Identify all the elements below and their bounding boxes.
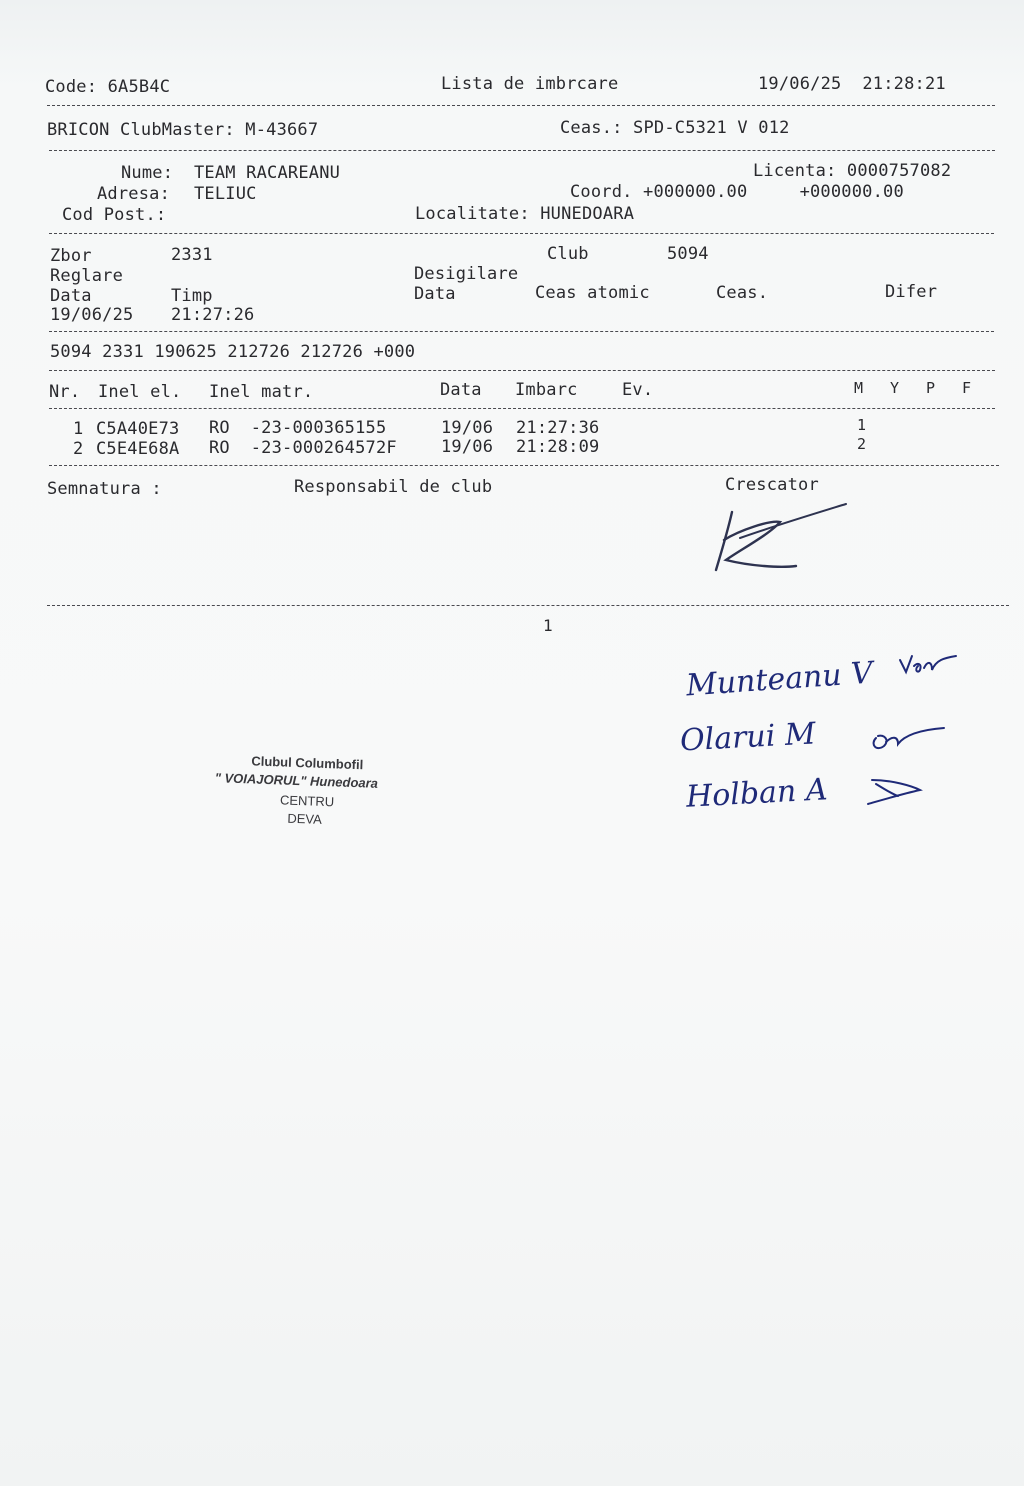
row-m: 2 bbox=[857, 435, 867, 453]
row-inel-matr: RO -23-000264572F bbox=[209, 438, 397, 458]
divider bbox=[47, 105, 995, 106]
coordinates: Coord. +000000.00 +000000.00 bbox=[570, 182, 904, 202]
col-nr: Nr. bbox=[49, 382, 81, 402]
license-number: Licenta: 0000757082 bbox=[753, 161, 952, 181]
row-imbarc: 21:27:36 bbox=[516, 418, 600, 438]
handwritten-name-3: Holban A bbox=[685, 772, 829, 815]
clock-label: Ceas. bbox=[716, 283, 769, 303]
reglare-date: 19/06/25 bbox=[50, 305, 134, 325]
desigilare-label: Desigilare bbox=[414, 264, 519, 284]
code-text: Code: 6A5B4C bbox=[45, 77, 171, 97]
col-p: P bbox=[926, 379, 936, 397]
club-responsible-label: Responsabil de club bbox=[294, 477, 493, 497]
atomic-clock-label: Ceas atomic bbox=[535, 283, 650, 303]
locality: Localitate: HUNEDOARA bbox=[415, 204, 635, 224]
page-number: 1 bbox=[543, 616, 553, 635]
handwritten-initials-2 bbox=[868, 722, 948, 752]
breeder-signature bbox=[700, 500, 860, 580]
col-y: Y bbox=[890, 379, 900, 397]
data2-label: Data bbox=[414, 284, 456, 304]
row-nr: 2 bbox=[73, 439, 84, 459]
divider bbox=[47, 605, 1009, 606]
handwritten-name-1: Munteanu V bbox=[685, 655, 874, 704]
col-data: Data bbox=[440, 380, 482, 400]
row-inel-el: C5A40E73 bbox=[96, 419, 180, 439]
data-label: Data bbox=[50, 286, 92, 306]
club-number: 5094 bbox=[667, 244, 709, 264]
owner-address: TELIUC bbox=[194, 184, 257, 204]
row-m: 1 bbox=[857, 416, 867, 434]
document-title: Lista de imbrcare bbox=[441, 74, 619, 94]
row-data: 19/06 bbox=[441, 418, 494, 438]
divider bbox=[49, 408, 995, 409]
postcode-label: Cod Post.: bbox=[62, 205, 167, 225]
row-data: 19/06 bbox=[441, 437, 494, 457]
difference-label: Difer bbox=[885, 282, 938, 302]
stamp-line-1: Clubul Columbofil bbox=[251, 753, 364, 773]
row-inel-el: C5E4E68A bbox=[96, 439, 180, 459]
handwritten-name-2: Olarui M bbox=[679, 716, 817, 759]
signature-label: Semnatura : bbox=[47, 479, 162, 499]
row-nr: 1 bbox=[73, 419, 84, 439]
row-inel-matr: RO -23-000365155 bbox=[209, 418, 397, 438]
col-inel-matr: Inel matr. bbox=[209, 382, 314, 402]
stamp-line-4: DEVA bbox=[287, 810, 323, 827]
address-label: Adresa: bbox=[97, 184, 171, 204]
divider bbox=[49, 233, 994, 234]
clock-id: Ceas.: SPD-C5321 V 012 bbox=[560, 118, 790, 138]
owner-name: TEAM RACAREANU bbox=[194, 163, 341, 183]
flight-number: 2331 bbox=[171, 245, 213, 265]
breeder-label: Crescator bbox=[725, 475, 819, 495]
col-imbarc: Imbarc bbox=[515, 380, 578, 400]
club-stamp bbox=[208, 752, 441, 850]
timp-label: Timp bbox=[171, 286, 213, 306]
handwritten-initials-3 bbox=[862, 772, 932, 812]
flight-label: Zbor bbox=[50, 246, 92, 266]
col-m: M bbox=[854, 379, 864, 397]
print-datetime: 19/06/25 21:28:21 bbox=[758, 74, 946, 94]
stamp-line-3: CENTRU bbox=[279, 792, 335, 810]
system-id: BRICON ClubMaster: M-43667 bbox=[47, 120, 319, 140]
divider bbox=[49, 331, 994, 332]
stamp-line-2: " VOIAJORUL" Hunedoara bbox=[214, 770, 379, 791]
col-inel-el: Inel el. bbox=[98, 382, 182, 402]
col-ev: Ev. bbox=[622, 380, 654, 400]
name-label: Nume: bbox=[121, 163, 174, 183]
divider bbox=[49, 150, 995, 151]
handwritten-initials-1 bbox=[898, 650, 958, 680]
reglare-label: Reglare bbox=[50, 266, 124, 286]
reglare-time: 21:27:26 bbox=[171, 305, 255, 325]
club-label: Club bbox=[547, 244, 589, 264]
summary-line: 5094 2331 190625 212726 212726 +000 bbox=[50, 342, 416, 362]
row-imbarc: 21:28:09 bbox=[516, 437, 600, 457]
col-f: F bbox=[962, 379, 972, 397]
divider bbox=[49, 465, 999, 466]
divider bbox=[49, 370, 995, 371]
